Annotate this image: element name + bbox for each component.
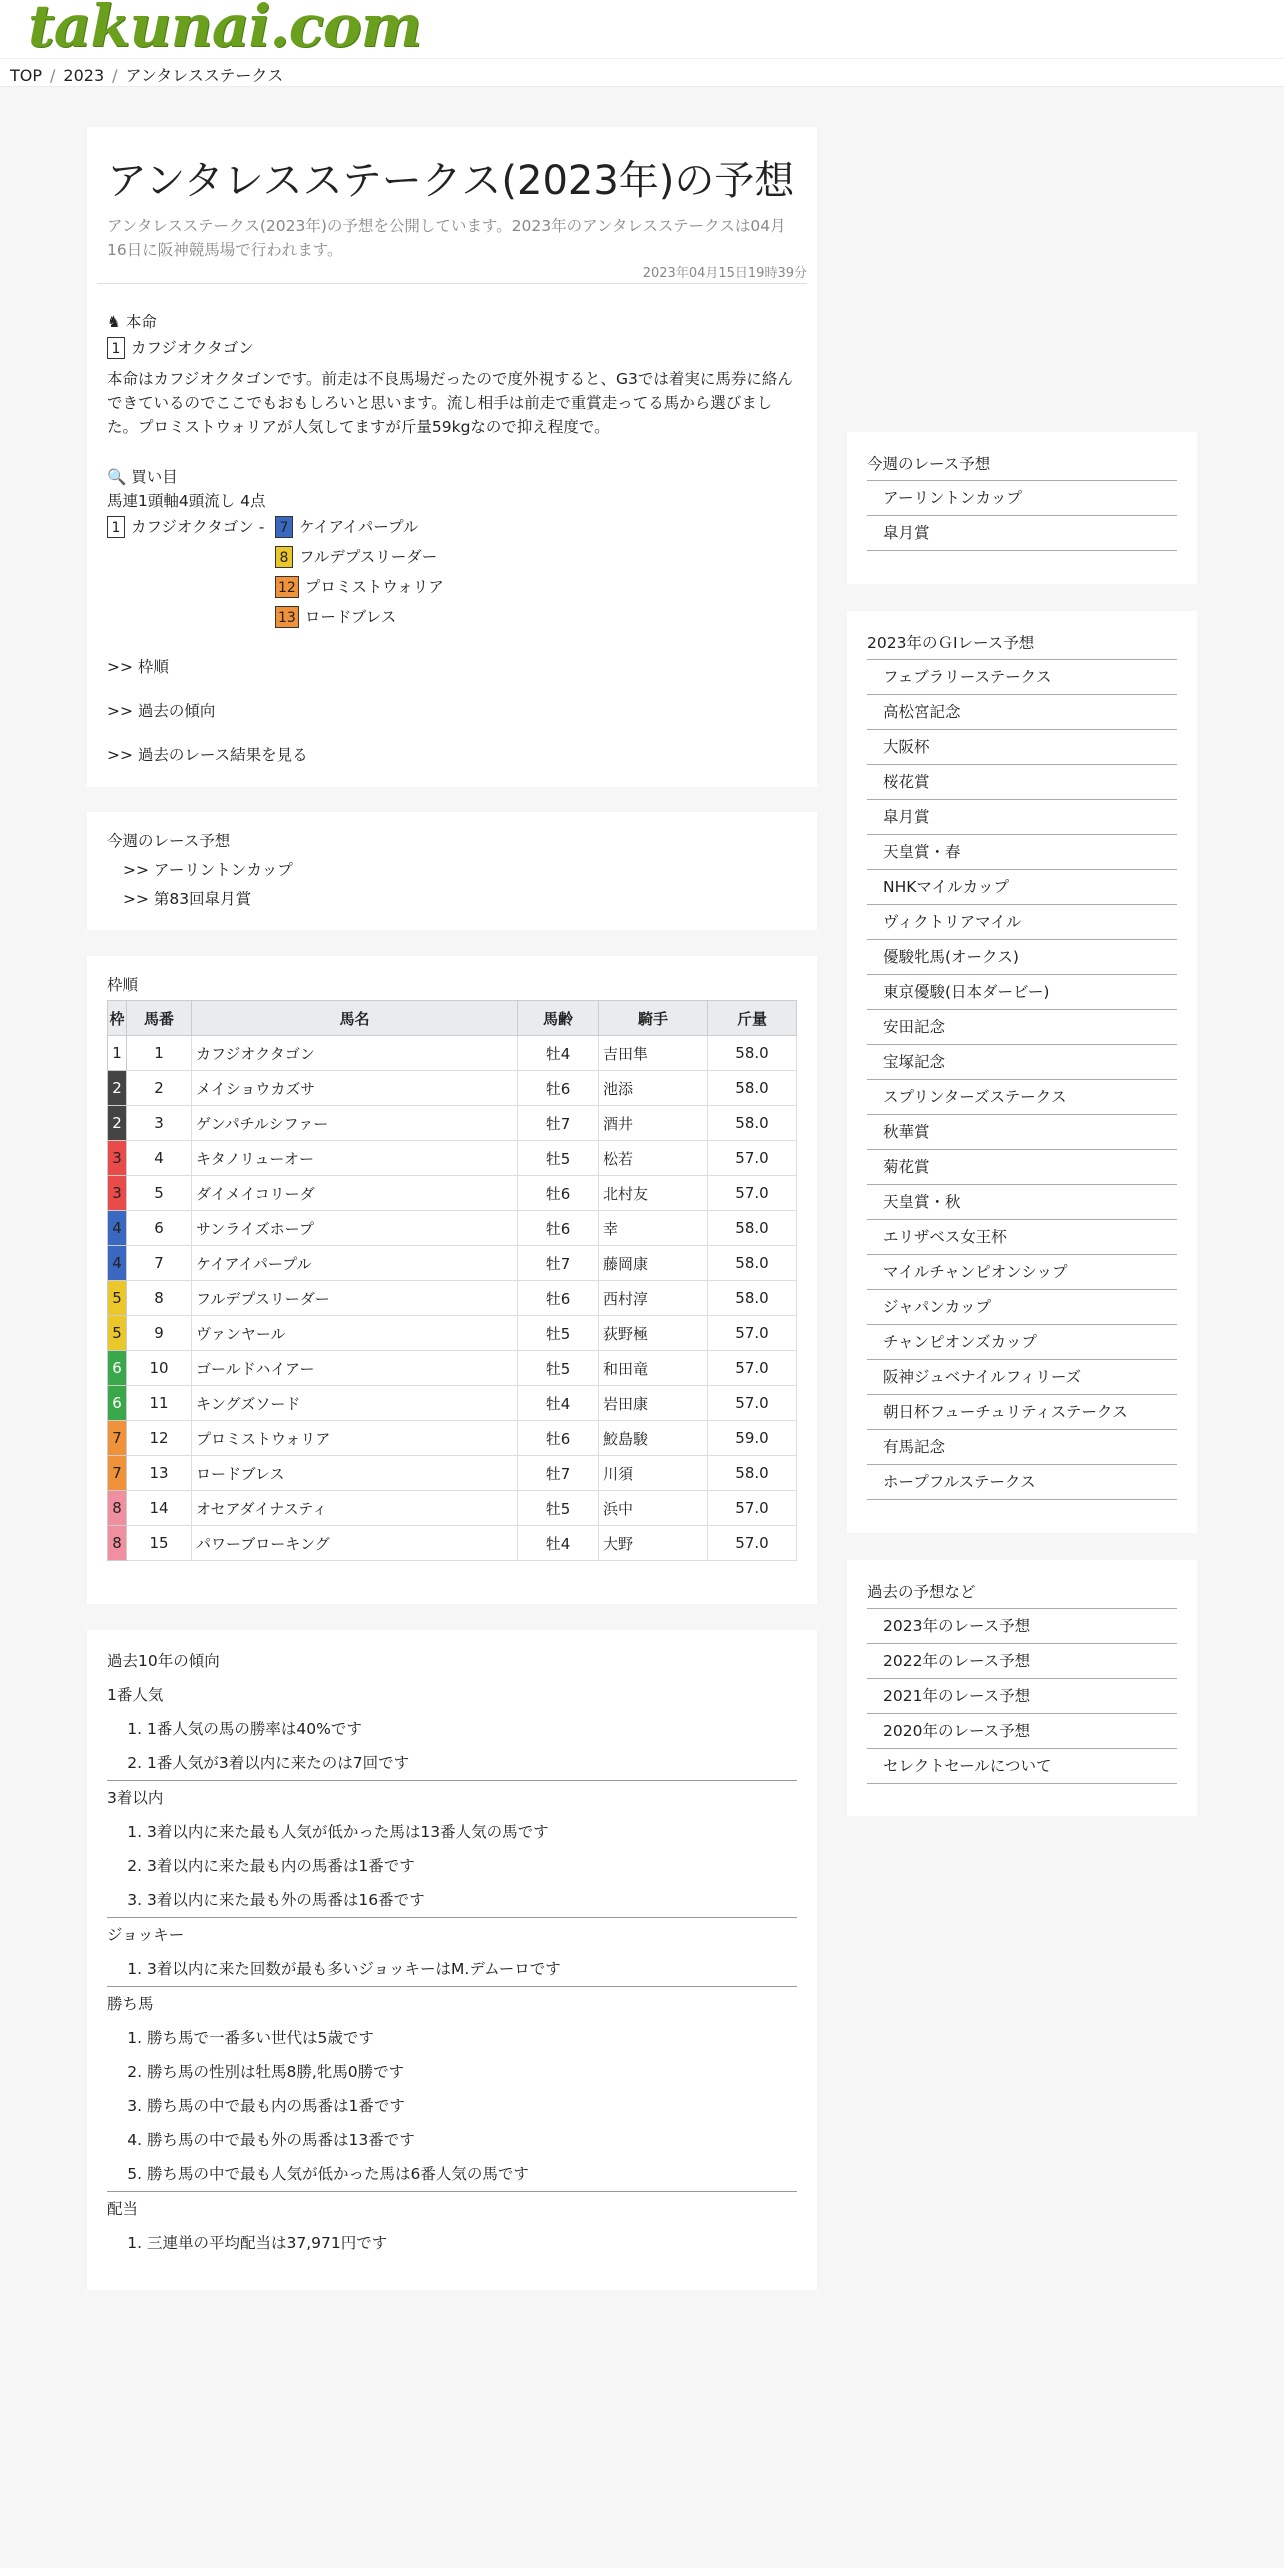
weight-cell: 57.0 bbox=[708, 1491, 797, 1526]
sidebar-link[interactable]: 秋華賞 bbox=[867, 1115, 1177, 1150]
age-cell: 牡5 bbox=[518, 1491, 599, 1526]
kaime-heading bbox=[107, 465, 797, 487]
table-row bbox=[108, 1281, 797, 1316]
trend-group bbox=[107, 1781, 797, 1918]
entries-title: 枠順 bbox=[107, 976, 139, 994]
umaban-cell: 13 bbox=[127, 1456, 192, 1491]
umaban-cell: 9 bbox=[127, 1316, 192, 1351]
horse-name-cell[interactable]: ケイアイパープル bbox=[192, 1246, 518, 1281]
table-row bbox=[108, 1351, 797, 1386]
weight-cell: 57.0 bbox=[708, 1141, 797, 1176]
umaban-cell: 14 bbox=[127, 1491, 192, 1526]
kaime-label: 買い目 bbox=[131, 468, 178, 486]
honmei-heading bbox=[107, 310, 797, 332]
sidebar-link[interactable]: 阪神ジュベナイルフィリーズ bbox=[867, 1360, 1177, 1395]
kaime-type: 馬連1頭軸4頭流し 4点 bbox=[107, 492, 266, 510]
weekly-title: 今週のレース予想 bbox=[107, 832, 231, 850]
sidebar-link[interactable]: エリザベス女王杯 bbox=[867, 1220, 1177, 1255]
trends-title: 過去10年の傾向 bbox=[107, 1652, 220, 1670]
kaime-combo bbox=[107, 515, 797, 635]
prediction-card bbox=[87, 127, 817, 787]
waku-cell: 5 bbox=[108, 1316, 127, 1351]
trend-group-title: ジョッキー bbox=[107, 1926, 185, 1944]
sidebar-link[interactable]: 朝日杯フューチュリティステークス bbox=[867, 1395, 1177, 1430]
sidebar-link[interactable]: ヴィクトリアマイル bbox=[867, 905, 1177, 940]
section-link[interactable]: >> 枠順 bbox=[107, 658, 169, 676]
trend-group-title: 1番人気 bbox=[107, 1686, 164, 1704]
age-cell: 牡5 bbox=[518, 1351, 599, 1386]
sidebar-link[interactable]: 菊花賞 bbox=[867, 1150, 1177, 1185]
horse-name-cell[interactable]: フルデプスリーダー bbox=[192, 1281, 518, 1316]
umaban-cell: 6 bbox=[127, 1211, 192, 1246]
age-cell: 牡6 bbox=[518, 1071, 599, 1106]
partner-row bbox=[275, 575, 444, 605]
trend-item: 1. 三連単の平均配当は37,971円です bbox=[147, 2226, 797, 2260]
partner-number: 7 bbox=[275, 516, 293, 538]
jockey-cell: 池添 bbox=[599, 1071, 708, 1106]
sidebar-link[interactable]: 宝塚記念 bbox=[867, 1045, 1177, 1080]
age-cell: 牡4 bbox=[518, 1036, 599, 1071]
axis-number: 1 bbox=[107, 516, 125, 538]
entries-card bbox=[87, 956, 817, 1604]
sidebar-link[interactable]: 東京優駿(日本ダービー) bbox=[867, 975, 1177, 1010]
axis-dash: - bbox=[258, 518, 265, 536]
umaban-cell: 1 bbox=[127, 1036, 192, 1071]
waku-cell: 6 bbox=[108, 1386, 127, 1421]
table-row bbox=[108, 1456, 797, 1491]
breadcrumb-top[interactable]: TOP bbox=[10, 66, 43, 85]
weight-cell: 58.0 bbox=[708, 1036, 797, 1071]
sidebar-link[interactable]: 2022年のレース予想 bbox=[867, 1644, 1177, 1679]
trend-group-title: 勝ち馬 bbox=[107, 1995, 154, 2013]
horse-name-cell[interactable]: カフジオクタゴン bbox=[192, 1036, 518, 1071]
partner-number: 8 bbox=[275, 546, 293, 568]
jockey-cell: 和田竜 bbox=[599, 1351, 708, 1386]
sidebar-link[interactable]: 天皇賞・春 bbox=[867, 835, 1177, 870]
sidebar-link[interactable]: スプリンターズステークス bbox=[867, 1080, 1177, 1115]
sidebar-link[interactable]: ホープフルステークス bbox=[867, 1465, 1177, 1500]
weight-cell: 57.0 bbox=[708, 1176, 797, 1211]
sidebar-link[interactable]: セレクトセールについて bbox=[867, 1749, 1177, 1784]
trend-group bbox=[107, 1678, 797, 1781]
table-header: 馬名 bbox=[192, 1001, 518, 1036]
weekly-link-2[interactable]: >> 第83回皐月賞 bbox=[123, 890, 252, 908]
partner-row bbox=[275, 545, 444, 575]
waku-cell: 7 bbox=[108, 1456, 127, 1491]
table-row bbox=[108, 1071, 797, 1106]
breadcrumb-year[interactable]: 2023 bbox=[63, 66, 105, 85]
horse-name-cell[interactable]: キタノリューオー bbox=[192, 1141, 518, 1176]
sidebar-link[interactable]: 天皇賞・秋 bbox=[867, 1185, 1177, 1220]
section-link[interactable]: >> 過去の傾向 bbox=[107, 702, 216, 720]
entries-table bbox=[107, 1000, 797, 1561]
age-cell: 牡5 bbox=[518, 1316, 599, 1351]
waku-cell: 3 bbox=[108, 1141, 127, 1176]
section-link[interactable]: >> 過去のレース結果を見る bbox=[107, 746, 308, 764]
sidebar-link[interactable]: 皐月賞 bbox=[867, 516, 1177, 551]
table-row bbox=[108, 1176, 797, 1211]
breadcrumb-current: アンタレスステークス bbox=[125, 66, 284, 85]
trend-item: 3. 勝ち馬の中で最も内の馬番は1番です bbox=[147, 2089, 797, 2123]
age-cell: 牡6 bbox=[518, 1211, 599, 1246]
page-title: アンタレスステークス(2023年)の予想 bbox=[107, 158, 795, 204]
sidebar-link[interactable]: 安田記念 bbox=[867, 1010, 1177, 1045]
weight-cell: 58.0 bbox=[708, 1211, 797, 1246]
umaban-cell: 5 bbox=[127, 1176, 192, 1211]
trend-group-title: 3着以内 bbox=[107, 1789, 164, 1807]
trend-item: 1. 1番人気の馬の勝率は40%です bbox=[147, 1712, 797, 1746]
jockey-cell: 藤岡康 bbox=[599, 1246, 708, 1281]
sidebar-link[interactable]: NHKマイルカップ bbox=[867, 870, 1177, 905]
table-row bbox=[108, 1106, 797, 1141]
table-header: 斤量 bbox=[708, 1001, 797, 1036]
weight-cell: 58.0 bbox=[708, 1106, 797, 1141]
partner-row bbox=[275, 605, 444, 635]
age-cell: 牡6 bbox=[518, 1421, 599, 1456]
jockey-cell: 川須 bbox=[599, 1456, 708, 1491]
weight-cell: 58.0 bbox=[708, 1456, 797, 1491]
trends-card bbox=[87, 1630, 817, 2290]
trend-item: 2. 1番人気が3着以内に来たのは7回です bbox=[147, 1746, 797, 1780]
trend-list bbox=[107, 1712, 797, 1780]
table-header: 枠 bbox=[108, 1001, 127, 1036]
horse-name-cell[interactable]: パワーブローキング bbox=[192, 1526, 518, 1561]
jockey-cell: 鮫島駿 bbox=[599, 1421, 708, 1456]
horse-name-cell[interactable]: ゲンパチルシファー bbox=[192, 1106, 518, 1141]
sidebar-title: 過去の予想など bbox=[867, 1572, 1177, 1609]
table-row bbox=[108, 1036, 797, 1071]
honmei-number: 1 bbox=[107, 337, 125, 359]
honmei-label: 本命 bbox=[125, 313, 157, 331]
age-cell: 牡6 bbox=[518, 1281, 599, 1316]
table-header: 馬番 bbox=[127, 1001, 192, 1036]
jockey-cell: 西村淳 bbox=[599, 1281, 708, 1316]
weight-cell: 57.0 bbox=[708, 1351, 797, 1386]
waku-cell: 3 bbox=[108, 1176, 127, 1211]
umaban-cell: 8 bbox=[127, 1281, 192, 1316]
age-cell: 牡7 bbox=[518, 1456, 599, 1491]
table-row bbox=[108, 1386, 797, 1421]
umaban-cell: 12 bbox=[127, 1421, 192, 1456]
sidebar-link[interactable]: チャンピオンズカップ bbox=[867, 1325, 1177, 1360]
sidebar-link[interactable]: フェブラリーステークス bbox=[867, 660, 1177, 695]
umaban-cell: 2 bbox=[127, 1071, 192, 1106]
age-cell: 牡7 bbox=[518, 1246, 599, 1281]
horse-name-cell[interactable]: サンライズホープ bbox=[192, 1211, 518, 1246]
table-row bbox=[108, 1421, 797, 1456]
sidebar-link[interactable]: アーリントンカップ bbox=[867, 481, 1177, 516]
waku-cell: 1 bbox=[108, 1036, 127, 1071]
waku-cell: 2 bbox=[108, 1071, 127, 1106]
trend-group bbox=[107, 2192, 797, 2260]
waku-cell: 5 bbox=[108, 1281, 127, 1316]
axis-name: カフジオクタゴン bbox=[131, 518, 254, 536]
sidebar-link[interactable]: 2020年のレース予想 bbox=[867, 1714, 1177, 1749]
jockey-cell: 幸 bbox=[599, 1211, 708, 1246]
trend-item: 3. 3着以内に来た最も外の馬番は16番です bbox=[147, 1883, 797, 1917]
jockey-cell: 岩田康 bbox=[599, 1386, 708, 1421]
honmei-name: カフジオクタゴン bbox=[131, 339, 254, 357]
jockey-cell: 北村友 bbox=[599, 1176, 708, 1211]
weight-cell: 57.0 bbox=[708, 1526, 797, 1561]
horse-name-cell[interactable]: オセアダイナスティ bbox=[192, 1491, 518, 1526]
trend-group bbox=[107, 1918, 797, 1987]
trend-item: 1. 勝ち馬で一番多い世代は5歳です bbox=[147, 2021, 797, 2055]
partner-name: プロミストウォリア bbox=[304, 578, 444, 596]
trend-item: 1. 3着以内に来た最も人気が低かった馬は13番人気の馬です bbox=[147, 1815, 797, 1849]
table-row bbox=[108, 1491, 797, 1526]
waku-cell: 4 bbox=[108, 1246, 127, 1281]
horse-name-cell[interactable]: キングズソード bbox=[192, 1386, 518, 1421]
sidebar-link[interactable]: 皐月賞 bbox=[867, 800, 1177, 835]
horse-name-cell[interactable]: メイショウカズサ bbox=[192, 1071, 518, 1106]
horse-name-cell[interactable]: ダイメイコリーダ bbox=[192, 1176, 518, 1211]
umaban-cell: 10 bbox=[127, 1351, 192, 1386]
trend-list bbox=[107, 2021, 797, 2191]
age-cell: 牡7 bbox=[518, 1106, 599, 1141]
weekly-card bbox=[87, 812, 817, 930]
sidebar-past bbox=[847, 1560, 1197, 1816]
lead-text: アンタレスステークス(2023年)の予想を公開しています。2023年のアンタレスステークスは04月16日に阪神競馬場で行われます。 bbox=[107, 217, 786, 259]
table-row bbox=[108, 1246, 797, 1281]
sidebar-title: 2023年のＧⅠレース予想 bbox=[867, 623, 1177, 660]
sidebar-title: 今週のレース予想 bbox=[867, 444, 1177, 481]
weight-cell: 58.0 bbox=[708, 1246, 797, 1281]
horse-icon: ♞ bbox=[107, 313, 121, 331]
table-row bbox=[108, 1211, 797, 1246]
jockey-cell: 大野 bbox=[599, 1526, 708, 1561]
table-header: 騎手 bbox=[599, 1001, 708, 1036]
weight-cell: 57.0 bbox=[708, 1386, 797, 1421]
waku-cell: 8 bbox=[108, 1491, 127, 1526]
breadcrumb: TOP / 2023 / アンタレスステークス bbox=[0, 59, 1284, 87]
trend-item: 1. 3着以内に来た回数が最も多いジョッキーはM.デムーロです bbox=[147, 1952, 797, 1986]
weekly-link-1[interactable]: >> アーリントンカップ bbox=[123, 861, 293, 879]
jockey-cell: 荻野極 bbox=[599, 1316, 708, 1351]
trend-list bbox=[107, 2226, 797, 2260]
weight-cell: 59.0 bbox=[708, 1421, 797, 1456]
umaban-cell: 11 bbox=[127, 1386, 192, 1421]
sidebar-link[interactable]: マイルチャンピオンシップ bbox=[867, 1255, 1177, 1290]
sidebar-link[interactable]: 有馬記念 bbox=[867, 1430, 1177, 1465]
sidebar-link[interactable]: 大阪杯 bbox=[867, 730, 1177, 765]
partner-name: フルデプスリーダー bbox=[299, 548, 438, 566]
horse-name-cell[interactable]: ヴァンヤール bbox=[192, 1316, 518, 1351]
trend-item: 2. 3着以内に来た最も内の馬番は1番です bbox=[147, 1849, 797, 1883]
trend-list bbox=[107, 1952, 797, 1986]
sidebar-link[interactable]: 高松宮記念 bbox=[867, 695, 1177, 730]
jockey-cell: 松若 bbox=[599, 1141, 708, 1176]
partner-name: ケイアイパープル bbox=[299, 518, 419, 536]
sidebar-link[interactable]: 2023年のレース予想 bbox=[867, 1609, 1177, 1644]
waku-cell: 8 bbox=[108, 1526, 127, 1561]
age-cell: 牡6 bbox=[518, 1176, 599, 1211]
sidebar-link[interactable]: ジャパンカップ bbox=[867, 1290, 1177, 1325]
trend-item: 2. 勝ち馬の性別は牡馬8勝,牝馬0勝です bbox=[147, 2055, 797, 2089]
waku-cell: 4 bbox=[108, 1211, 127, 1246]
partner-row bbox=[275, 515, 444, 545]
jockey-cell: 吉田隼 bbox=[599, 1036, 708, 1071]
partner-name: ロードブレス bbox=[304, 608, 397, 626]
age-cell: 牡5 bbox=[518, 1141, 599, 1176]
publish-date: 2023年04月15日19時39分 bbox=[97, 262, 807, 284]
site-header bbox=[0, 0, 1284, 59]
umaban-cell: 4 bbox=[127, 1141, 192, 1176]
umaban-cell: 3 bbox=[127, 1106, 192, 1141]
weight-cell: 58.0 bbox=[708, 1281, 797, 1316]
umaban-cell: 15 bbox=[127, 1526, 192, 1561]
trend-list bbox=[107, 1815, 797, 1917]
umaban-cell: 7 bbox=[127, 1246, 192, 1281]
sidebar-g1 bbox=[847, 611, 1197, 1533]
weight-cell: 57.0 bbox=[708, 1316, 797, 1351]
age-cell: 牡4 bbox=[518, 1386, 599, 1421]
waku-cell: 7 bbox=[108, 1421, 127, 1456]
horse-name-cell[interactable]: ゴールドハイアー bbox=[192, 1351, 518, 1386]
horse-name-cell[interactable]: ロードブレス bbox=[192, 1456, 518, 1491]
sidebar-link[interactable]: 優駿牝馬(オークス) bbox=[867, 940, 1177, 975]
search-icon: 🔍 bbox=[107, 468, 127, 486]
sidebar-weekly bbox=[847, 432, 1197, 584]
horse-name-cell[interactable]: プロミストウォリア bbox=[192, 1421, 518, 1456]
trend-item: 4. 勝ち馬の中で最も外の馬番は13番です bbox=[147, 2123, 797, 2157]
table-header: 馬齢 bbox=[518, 1001, 599, 1036]
partner-number: 13 bbox=[275, 606, 299, 628]
table-row bbox=[108, 1141, 797, 1176]
honmei-comment: 本命はカフジオクタゴンです。前走は不良馬場だったので度外視すると、G3では着実に馬券に絡んできているのでここでもおもしろいと思います。流し相手は前走で重賞走ってる馬から選びました。プロミストウォリアが人気してますが斤量59kgなので抑え程度で。 bbox=[107, 370, 793, 436]
sidebar-link[interactable]: 桜花賞 bbox=[867, 765, 1177, 800]
jockey-cell: 浜中 bbox=[599, 1491, 708, 1526]
waku-cell: 6 bbox=[108, 1351, 127, 1386]
sidebar-link[interactable]: 2021年のレース予想 bbox=[867, 1679, 1177, 1714]
table-row bbox=[108, 1526, 797, 1561]
trend-group bbox=[107, 1987, 797, 2192]
site-logo[interactable]: takunai.com bbox=[28, 0, 422, 60]
trend-group-title: 配当 bbox=[107, 2200, 139, 2218]
table-row bbox=[108, 1316, 797, 1351]
weight-cell: 58.0 bbox=[708, 1071, 797, 1106]
jockey-cell: 酒井 bbox=[599, 1106, 708, 1141]
waku-cell: 2 bbox=[108, 1106, 127, 1141]
trend-item: 5. 勝ち馬の中で最も人気が低かった馬は6番人気の馬です bbox=[147, 2157, 797, 2191]
partner-number: 12 bbox=[275, 576, 299, 598]
age-cell: 牡4 bbox=[518, 1526, 599, 1561]
